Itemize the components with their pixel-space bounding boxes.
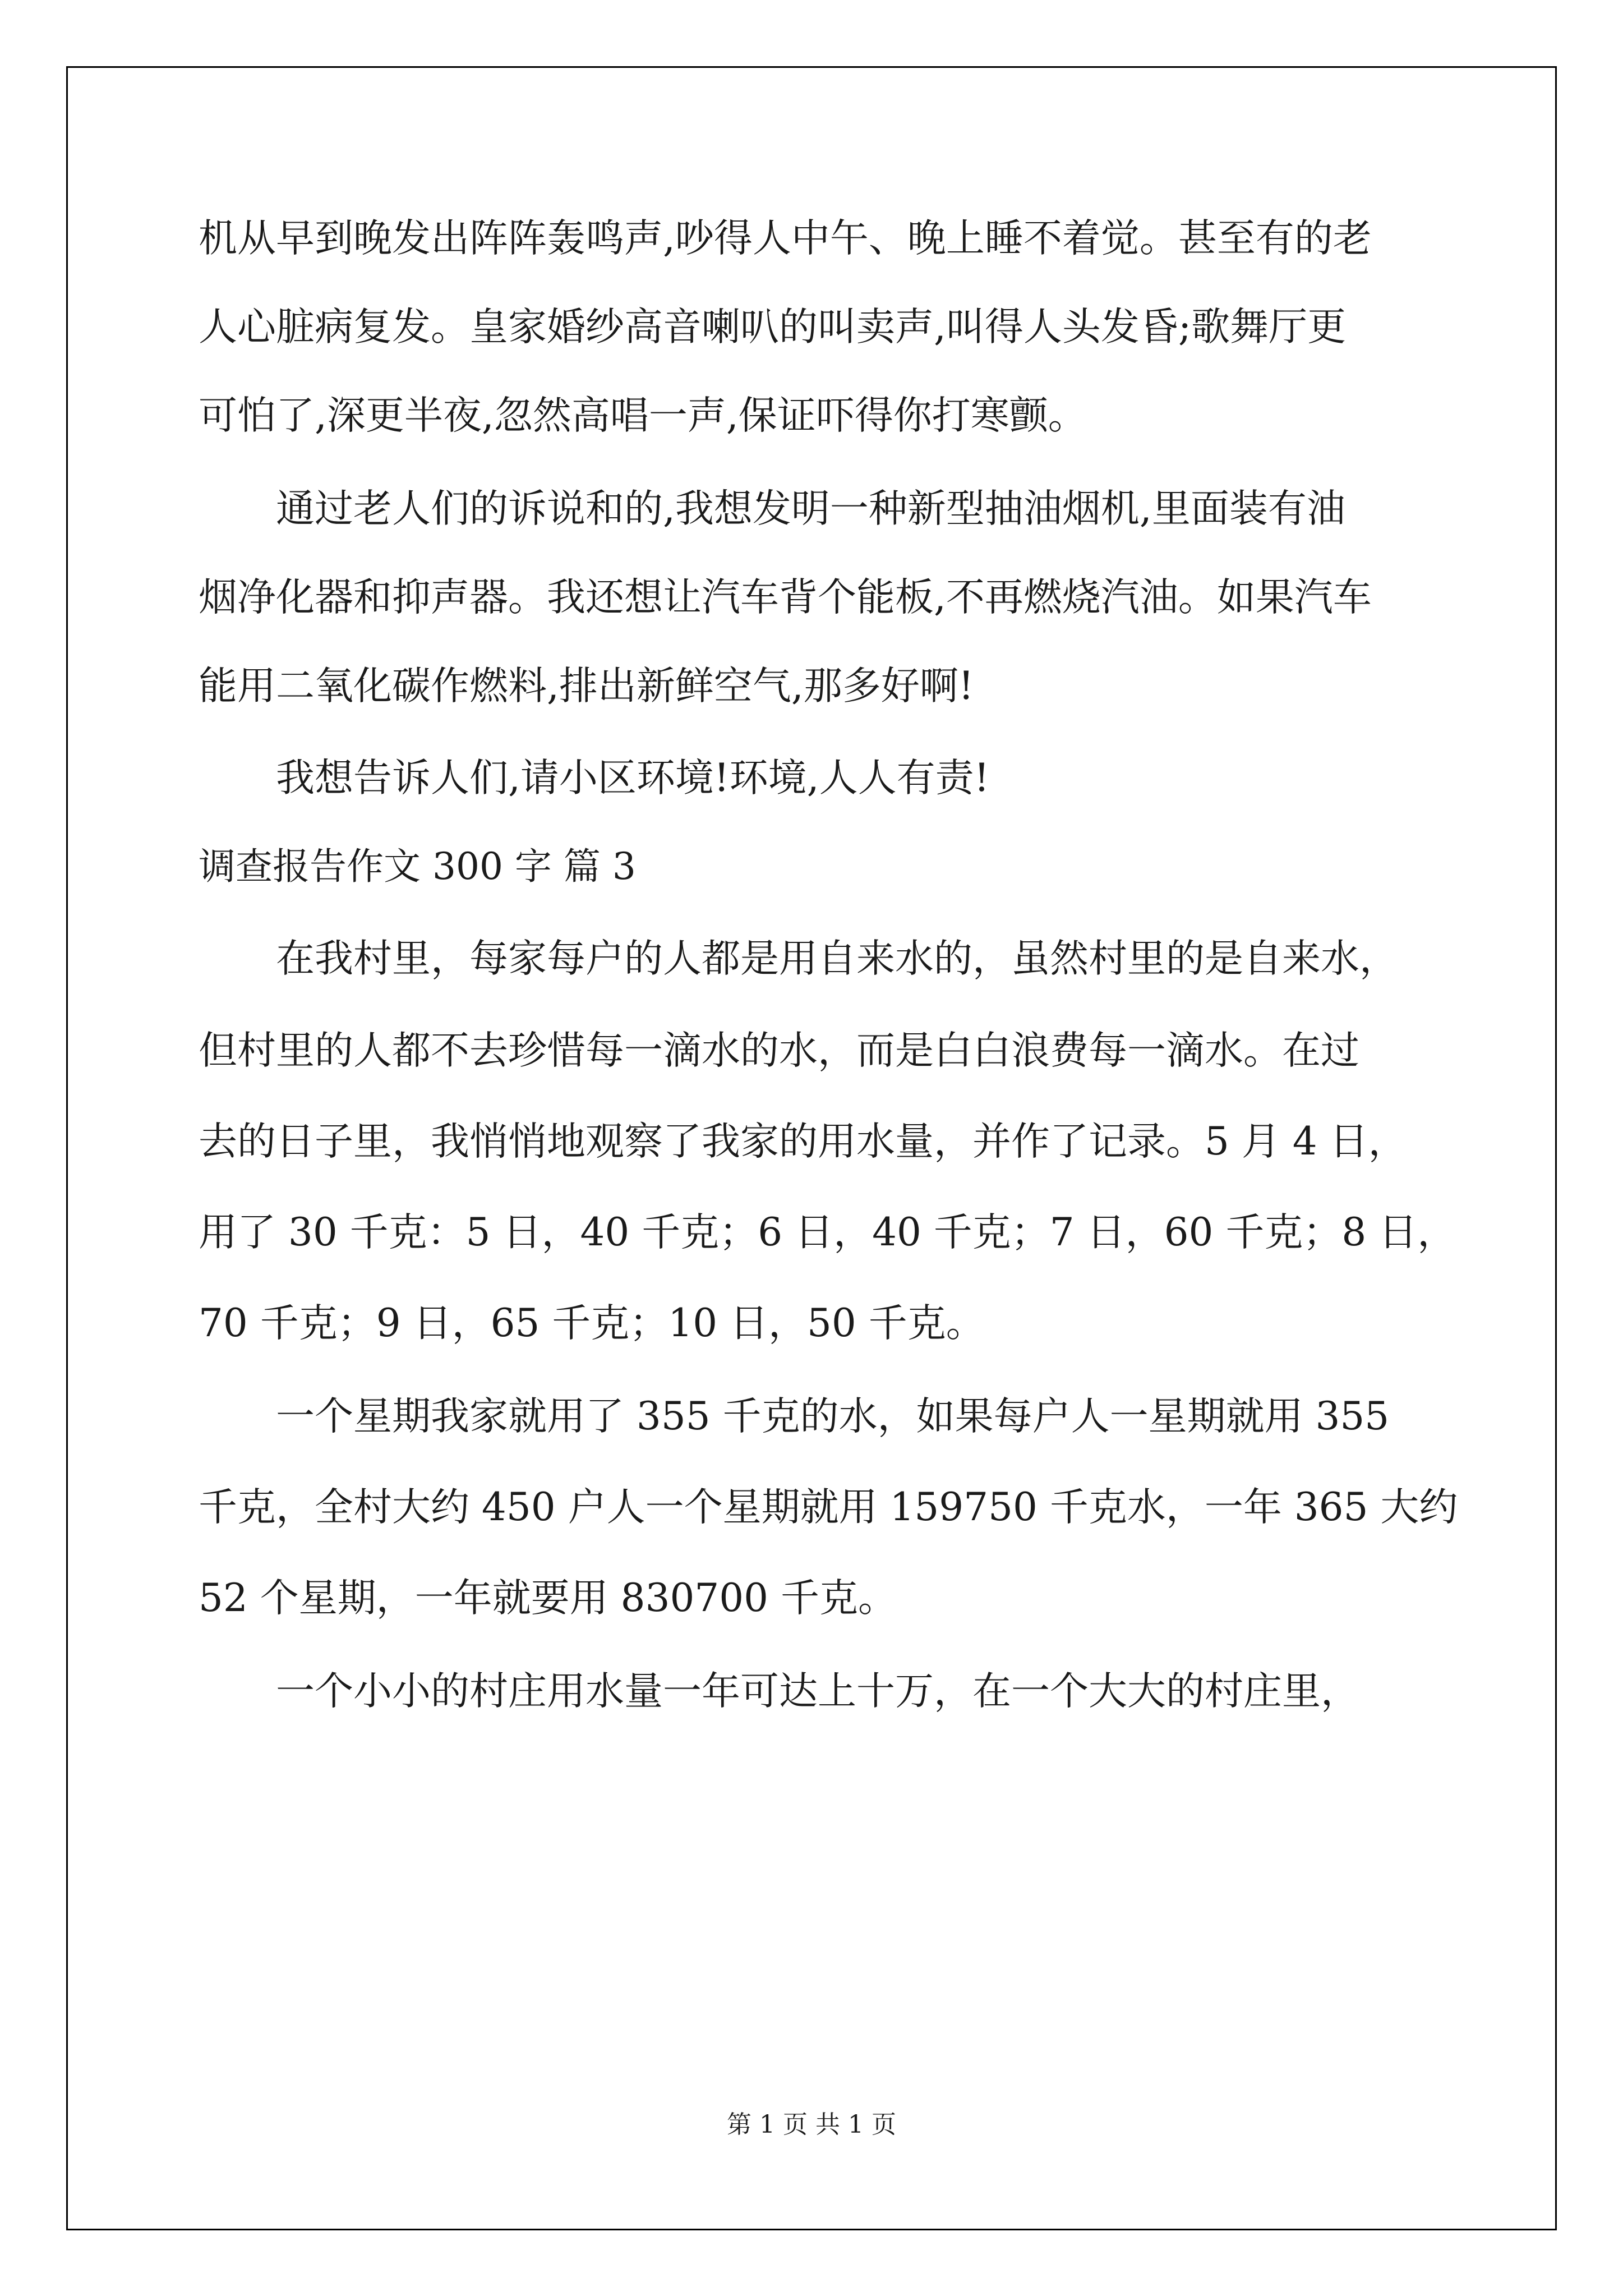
text-line: 70 千克；9 日，65 千克；10 日，50 千克。 xyxy=(199,1301,985,1346)
text-line: 我想告诉人们,请小区环境!环境,人人有责! xyxy=(276,756,990,800)
text-line: 可怕了,深更半夜,忽然高唱一声,保证吓得你打寒颤。 xyxy=(199,393,1087,438)
text-line: 烟净化器和抑声器。我还想让汽车背个能板,不再燃烧汽油。如果汽车 xyxy=(199,575,1372,620)
text-line: 人心脏病复发。皇家婚纱高音喇叭的叫卖声,叫得人头发昏;歌舞厅更 xyxy=(199,305,1347,349)
text-line: 通过老人们的诉说和的,我想发明一种新型抽油烟机,里面装有油 xyxy=(276,486,1345,531)
text-line: 52 个星期，一年就要用 830700 千克。 xyxy=(199,1576,897,1621)
text-line: 千克，全村大约 450 户人一个星期就用 159750 千克水，一年 365 大约 xyxy=(199,1485,1458,1530)
text-line: 机从早到晚发出阵阵轰鸣声,吵得人中午、晚上睡不着觉。甚至有的老 xyxy=(199,216,1372,261)
text-line: 但村里的人都不去珍惜每一滴水的水，而是白白浪费每一滴水。在过 xyxy=(199,1028,1359,1073)
page-footer: 第 1 页 共 1 页 xyxy=(727,2110,896,2139)
text-line: 一个星期我家就用了 355 千克的水，如果每户人一星期就用 355 xyxy=(276,1394,1390,1439)
text-line: 用了 30 千克：5 日，40 千克；6 日，40 千克；7 日，60 千克；8 日， xyxy=(199,1210,1456,1255)
text-line: 在我村里，每家每户的人都是用自来水的，虽然村里的是自来水， xyxy=(276,936,1398,981)
text-line: 能用二氧化碳作燃料,排出新鲜空气,那多好啊! xyxy=(199,664,974,708)
text-line: 一个小小的村庄用水量一年可达上十万，在一个大大的村庄里， xyxy=(276,1669,1359,1714)
section-heading: 调查报告作文 300 字 篇 3 xyxy=(199,845,636,888)
text-line: 去的日子里，我悄悄地观察了我家的用水量，并作了记录。5 月 4 日， xyxy=(199,1119,1407,1164)
